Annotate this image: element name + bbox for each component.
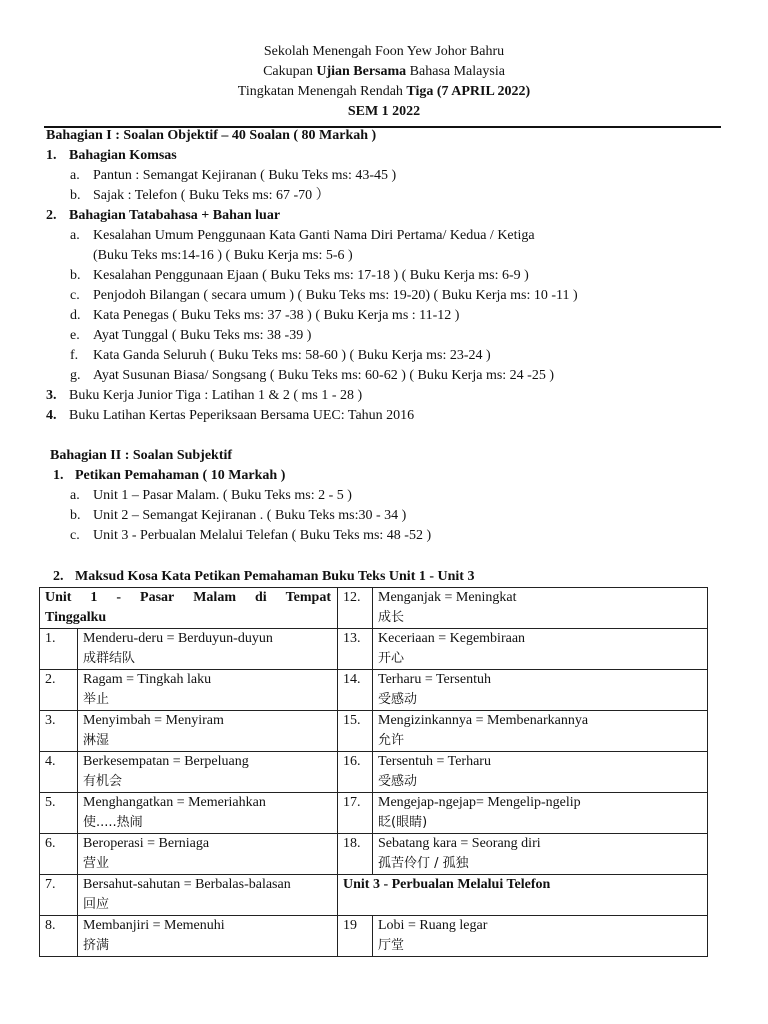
table-row xyxy=(40,875,708,916)
semester-line: SEM 1 2022 xyxy=(347,104,421,119)
part1-s3-text: Buku Kerja Junior Tiga : Latihan 1 & 2 ( ms 1 - 28 ) xyxy=(69,388,363,403)
part1-s2-item-label: g. xyxy=(70,368,81,383)
row-number: 1. xyxy=(40,629,78,670)
malay-term: Terharu = Tersentuh xyxy=(378,672,491,687)
unit1-heading-word: Malam xyxy=(193,590,236,605)
unit1-heading-word: Tempat xyxy=(285,590,331,605)
part1-s2-item-label: e. xyxy=(70,328,80,343)
vocabulary-table xyxy=(39,587,708,957)
chinese-translation: 孤苦伶仃 / 孤独 xyxy=(378,856,469,871)
malay-term: Tersentuh = Terharu xyxy=(378,754,491,769)
vocab-entry xyxy=(373,752,708,793)
vocab-entry xyxy=(78,875,338,916)
malay-term: Menderu-deru = Berduyun-duyun xyxy=(83,631,273,646)
vocab-entry xyxy=(78,793,338,834)
part2-s1-item-label: c. xyxy=(70,528,80,543)
unit1-heading-cell xyxy=(40,588,338,629)
row-number: 17. xyxy=(338,793,373,834)
row-number: 18. xyxy=(338,834,373,875)
part1-s2-item: Ayat Tunggal ( Buku Teks ms: 38 -39 ) xyxy=(93,328,312,343)
chinese-translation: 成长 xyxy=(378,610,405,625)
table-row xyxy=(40,834,708,875)
unit1-heading-word: Unit xyxy=(45,590,72,605)
part2-s1-item: Unit 3 - Perbualan Melalui Telefan ( Buku Teks ms: 48 -52 ) xyxy=(93,528,432,543)
part2-s1-item-label: b. xyxy=(70,508,81,523)
row-number: 13. xyxy=(338,629,373,670)
unit1-heading-word: di xyxy=(254,590,267,605)
unit1-heading-word: 1 xyxy=(90,590,98,605)
malay-term: Menganjak = Meningkat xyxy=(378,590,517,605)
part1-s1-item: Pantun : Semangat Kejiranan ( Buku Teks ms: 43-45 ) xyxy=(93,168,397,183)
chinese-translation: 成群结队 xyxy=(83,651,136,666)
chinese-translation: 受感动 xyxy=(378,692,418,707)
unit1-heading-word: Pasar xyxy=(140,590,175,605)
vocab-entry xyxy=(78,711,338,752)
row-number: 5. xyxy=(40,793,78,834)
malay-term: Berkesempatan = Berpeluang xyxy=(83,754,249,769)
chinese-translation: 挤满 xyxy=(83,938,110,953)
vocab-entry xyxy=(78,670,338,711)
vocab-entry xyxy=(373,588,708,629)
part2-s2-title: Maksud Kosa Kata Petikan Pemahaman Buku Teks Unit 1 - Unit 3 xyxy=(75,569,475,584)
table-row xyxy=(40,588,708,629)
vocab-entry xyxy=(78,629,338,670)
chinese-translation: 眨(眼睛) xyxy=(378,815,428,830)
part1-s1-item-label: a. xyxy=(70,168,80,183)
row-number: 15. xyxy=(338,711,373,752)
chinese-translation: 厅堂 xyxy=(378,938,405,953)
part2-s1-item-label: a. xyxy=(70,488,80,503)
part1-s2-item: Kata Ganda Seluruh ( Buku Teks ms: 58-60 ) ( Buku Kerja ms: 23-24 ) xyxy=(93,348,491,363)
malay-term: Membanjiri = Memenuhi xyxy=(83,918,225,933)
row-number: 6. xyxy=(40,834,78,875)
part1-s2-title: Bahagian Tatabahasa + Bahan luar xyxy=(69,208,281,223)
chinese-translation: 举止 xyxy=(83,692,110,707)
chinese-translation: 开心 xyxy=(378,651,405,666)
vocab-entry xyxy=(373,711,708,752)
row-number: 19 xyxy=(338,916,373,957)
part1-s2-item-label: b. xyxy=(70,268,81,283)
chinese-translation: 允许 xyxy=(378,733,405,748)
row-number: 3. xyxy=(40,711,78,752)
unit3-heading: Unit 3 - Perbualan Melalui Telefon xyxy=(338,875,708,916)
malay-term: Bersahut-sahutan = Berbalas-balasan xyxy=(83,877,291,892)
table-row xyxy=(40,711,708,752)
malay-term: Mengejap-ngejap= Mengelip-ngelip xyxy=(378,795,581,810)
part1-title: Bahagian I : Soalan Objektif – 40 Soalan ( 80 Markah ) xyxy=(46,128,377,143)
unit1-heading-word: - xyxy=(116,590,122,605)
part2-s1-title: Petikan Pemahaman ( 10 Markah ) xyxy=(75,468,286,483)
unit1-heading xyxy=(45,588,337,608)
part1-s3-number: 3. xyxy=(46,388,57,403)
part2-title: Bahagian II : Soalan Subjektif xyxy=(50,448,233,463)
part1-s1-item-label: b. xyxy=(70,188,81,203)
vocab-entry xyxy=(78,834,338,875)
malay-term: Ragam = Tingkah laku xyxy=(83,672,212,687)
row-number: 16. xyxy=(338,752,373,793)
vocab-entry xyxy=(373,916,708,957)
row-number: 4. xyxy=(40,752,78,793)
part2-s1-item: Unit 2 – Semangat Kejiranan . ( Buku Teks ms:30 - 34 ) xyxy=(93,508,407,523)
chinese-translation: 使.....热闹 xyxy=(83,815,143,830)
level-date: Tiga (7 APRIL 2022) xyxy=(406,84,531,99)
row-number: 14. xyxy=(338,670,373,711)
part1-s2-item: Kesalahan Umum Penggunaan Kata Ganti Nama Diri Pertama/ Kedua / Ketiga xyxy=(93,228,535,243)
exam-scope-prefix: Cakupan xyxy=(263,64,317,79)
table-row xyxy=(40,916,708,957)
vocab-entry xyxy=(78,916,338,957)
part1-s2-item-label: f. xyxy=(70,348,79,363)
part2-s1-number: 1. xyxy=(53,468,64,483)
part1-s2-item: Kesalahan Penggunaan Ejaan ( Buku Teks ms: 17-18 ) ( Buku Kerja ms: 6-9 ) xyxy=(93,268,529,283)
vocab-entry xyxy=(373,793,708,834)
part1-s4-text: Buku Latihan Kertas Peperiksaan Bersama UEC: Tahun 2016 xyxy=(69,408,415,423)
unit1-heading-line2: Tinggalku xyxy=(45,610,107,625)
chinese-translation: 淋湿 xyxy=(83,733,110,748)
exam-scope-bold: Ujian Bersama xyxy=(316,64,407,79)
table-row xyxy=(40,629,708,670)
chinese-translation: 营业 xyxy=(83,856,110,871)
malay-term: Sebatang kara = Seorang diri xyxy=(378,836,541,851)
exam-scope-subject: Bahasa Malaysia xyxy=(406,64,505,79)
malay-term: Lobi = Ruang legar xyxy=(378,918,488,933)
part1-s2-number: 2. xyxy=(46,208,57,223)
row-number: 7. xyxy=(40,875,78,916)
malay-term: Menghangatkan = Memeriahkan xyxy=(83,795,266,810)
part1-s2-item: Ayat Susunan Biasa/ Songsang ( Buku Teks ms: 60-62 ) ( Buku Kerja ms: 24 -25 ) xyxy=(93,368,554,383)
row-number: 12. xyxy=(338,588,373,629)
table-row xyxy=(40,670,708,711)
chinese-translation: 回应 xyxy=(83,897,110,912)
malay-term: Mengizinkannya = Membenarkannya xyxy=(378,713,589,728)
vocab-entry xyxy=(373,670,708,711)
row-number: 8. xyxy=(40,916,78,957)
part1-s2-item: Penjodoh Bilangan ( secara umum ) ( Buku Teks ms: 19-20) ( Buku Kerja ms: 10 -11 ) xyxy=(93,288,578,303)
level-prefix: Tingkatan Menengah Rendah xyxy=(237,84,407,99)
row-number: 2. xyxy=(40,670,78,711)
exam-scope-line xyxy=(0,62,768,82)
chinese-translation: 受感动 xyxy=(378,774,418,789)
vocab-entry xyxy=(373,629,708,670)
part1-s2-item-label: d. xyxy=(70,308,81,323)
part1-s1-item: Sajak : Telefon ( Buku Teks ms: 67 -70 ） xyxy=(93,188,330,203)
vocab-entry xyxy=(78,752,338,793)
level-line xyxy=(0,82,768,102)
part1-s4-number: 4. xyxy=(46,408,57,423)
malay-term: Beroperasi = Berniaga xyxy=(83,836,210,851)
malay-term: Keceriaan = Kegembiraan xyxy=(378,631,526,646)
part1-s1-title: Bahagian Komsas xyxy=(69,148,177,163)
part1-s2-item-label: a. xyxy=(70,228,80,243)
vocab-entry xyxy=(373,834,708,875)
table-row xyxy=(40,793,708,834)
malay-term: Menyimbah = Menyiram xyxy=(83,713,224,728)
school-name: Sekolah Menengah Foon Yew Johor Bahru xyxy=(263,44,505,59)
part2-s1-item: Unit 1 – Pasar Malam. ( Buku Teks ms: 2 - 5 ) xyxy=(93,488,352,503)
part1-s2-item: Kata Penegas ( Buku Teks ms: 37 -38 ) ( Buku Kerja ms : 11-12 ) xyxy=(93,308,460,323)
table-row xyxy=(40,752,708,793)
part2-s2-number: 2. xyxy=(53,569,64,584)
part1-s2-item-label: c. xyxy=(70,288,80,303)
chinese-translation: 有机会 xyxy=(83,774,123,789)
part1-s2-item-continued: (Buku Teks ms:14-16 ) ( Buku Kerja ms: 5-6 ) xyxy=(93,248,353,263)
part1-s1-number: 1. xyxy=(46,148,57,163)
